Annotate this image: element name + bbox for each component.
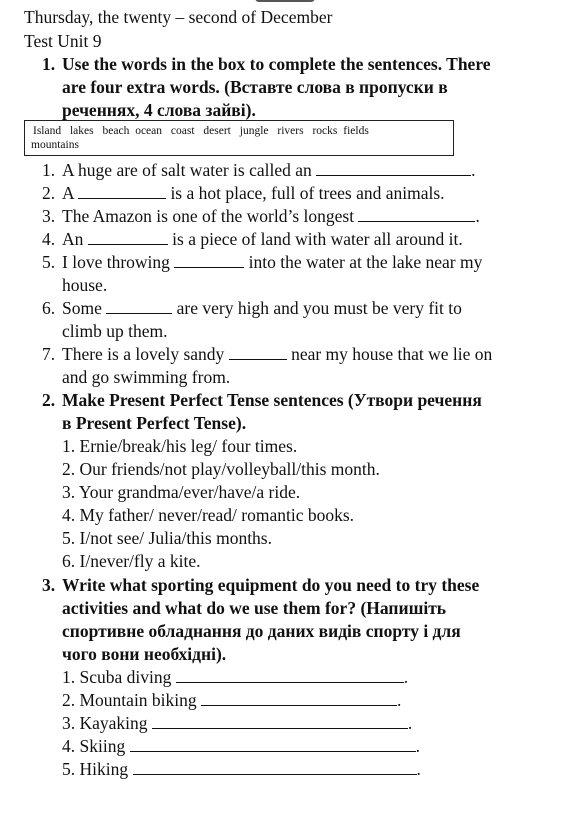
list-item: 4. My father/ never/read/ romantic books. <box>62 505 355 525</box>
word-box-item: lakes <box>69 125 94 137</box>
task1-instruction-3: реченнях, 4 слова зайві). <box>62 100 256 120</box>
word-box <box>24 120 454 156</box>
activity-item: 3. Kayaking . <box>62 713 413 733</box>
sentence-6-continued: climb up them. <box>62 321 168 341</box>
list-item: 5. I/not see/ Julia/this months. <box>62 528 272 548</box>
sentence-3: The Amazon is one of the world’s longest . <box>62 206 480 226</box>
answer-blank[interactable] <box>358 206 475 222</box>
answer-blank[interactable] <box>106 298 172 314</box>
word-box-item: rivers <box>277 125 304 137</box>
answer-blank[interactable] <box>176 667 404 683</box>
sentence-number: 4. <box>42 229 56 249</box>
task2-instruction-2: в Present Perfect Tense). <box>62 413 247 433</box>
word-box-item: fields <box>343 125 369 137</box>
task3-instruction-4: чого вони необхідні). <box>62 644 227 664</box>
answer-blank[interactable] <box>229 344 287 360</box>
word-box-item: ocean <box>135 125 163 137</box>
activity-item: 1. Scuba diving . <box>62 667 409 687</box>
activity-item: 5. Hiking . <box>62 759 421 779</box>
task1-instruction-1: Use the words in the box to complete the sentences. There <box>62 54 491 74</box>
answer-blank[interactable] <box>78 183 166 199</box>
sentence-number: 3. <box>42 206 56 226</box>
sentence-number: 6. <box>42 298 56 318</box>
sentence-number: 7. <box>42 344 56 364</box>
sentence-number: 5. <box>42 252 56 272</box>
sentence-7: There is a lovely sandy near my house that we lie on <box>62 344 493 364</box>
sentence-7-continued: and go swimming from. <box>62 367 231 387</box>
answer-blank[interactable] <box>152 713 408 729</box>
list-item: 2. Our friends/not play/volleyball/this month. <box>62 459 380 479</box>
sentence-5-continued: house. <box>62 275 108 295</box>
test-title: Test Unit 9 <box>24 31 102 51</box>
sentence-2: A is a hot place, full of trees and animals. <box>62 183 445 203</box>
task3-instruction-1: Write what sporting equipment do you need to try these <box>62 575 480 595</box>
word-box-item: beach <box>102 125 130 137</box>
word-box-item: coast <box>170 125 195 137</box>
word-box-item: desert <box>203 125 231 137</box>
task2-number: 2. <box>42 390 56 410</box>
sentence-4: An is a piece of land with water all around it. <box>62 229 463 249</box>
date-line: Thursday, the twenty – second of December <box>24 7 333 27</box>
scroll-indicator <box>255 0 315 2</box>
list-item: 3. Your grandma/ever/have/a ride. <box>62 482 301 502</box>
task3-instruction-2: activities and what do we use them for? (Напишіть <box>62 598 447 618</box>
list-item: 6. I/never/fly a kite. <box>62 551 201 571</box>
task3-number: 3. <box>42 575 56 595</box>
list-item: 1. Ernie/break/his leg/ four times. <box>62 436 298 456</box>
word-box-item: Island <box>33 125 62 137</box>
sentence-6: Some are very high and you must be very fit to <box>62 298 462 318</box>
task1-number: 1. <box>42 54 56 74</box>
activity-item: 4. Skiing . <box>62 736 420 756</box>
sentence-5: I love throwing into the water at the lake near my <box>62 252 483 272</box>
activity-item: 2. Mountain biking . <box>62 690 402 710</box>
task1-instruction-2: are four extra words. (Вставте слова в пропуски в <box>62 77 448 97</box>
task2-instruction-1: Make Present Perfect Tense sentences (Утвори речення <box>62 390 482 410</box>
answer-blank[interactable] <box>130 736 416 752</box>
answer-blank[interactable] <box>201 690 397 706</box>
answer-blank[interactable] <box>133 759 417 775</box>
word-box-item: rocks <box>312 125 338 137</box>
task3-instruction-3: спортивне обладнання до даних видів спорту і для <box>62 621 461 641</box>
word-box-item: mountains <box>31 139 79 151</box>
sentence-number: 1. <box>42 160 56 180</box>
answer-blank[interactable] <box>88 229 168 245</box>
answer-blank[interactable] <box>316 160 471 176</box>
answer-blank[interactable] <box>174 252 244 268</box>
sentence-number: 2. <box>42 183 56 203</box>
word-box-item: jungle <box>239 125 269 137</box>
sentence-1: A huge are of salt water is called an . <box>62 160 476 180</box>
